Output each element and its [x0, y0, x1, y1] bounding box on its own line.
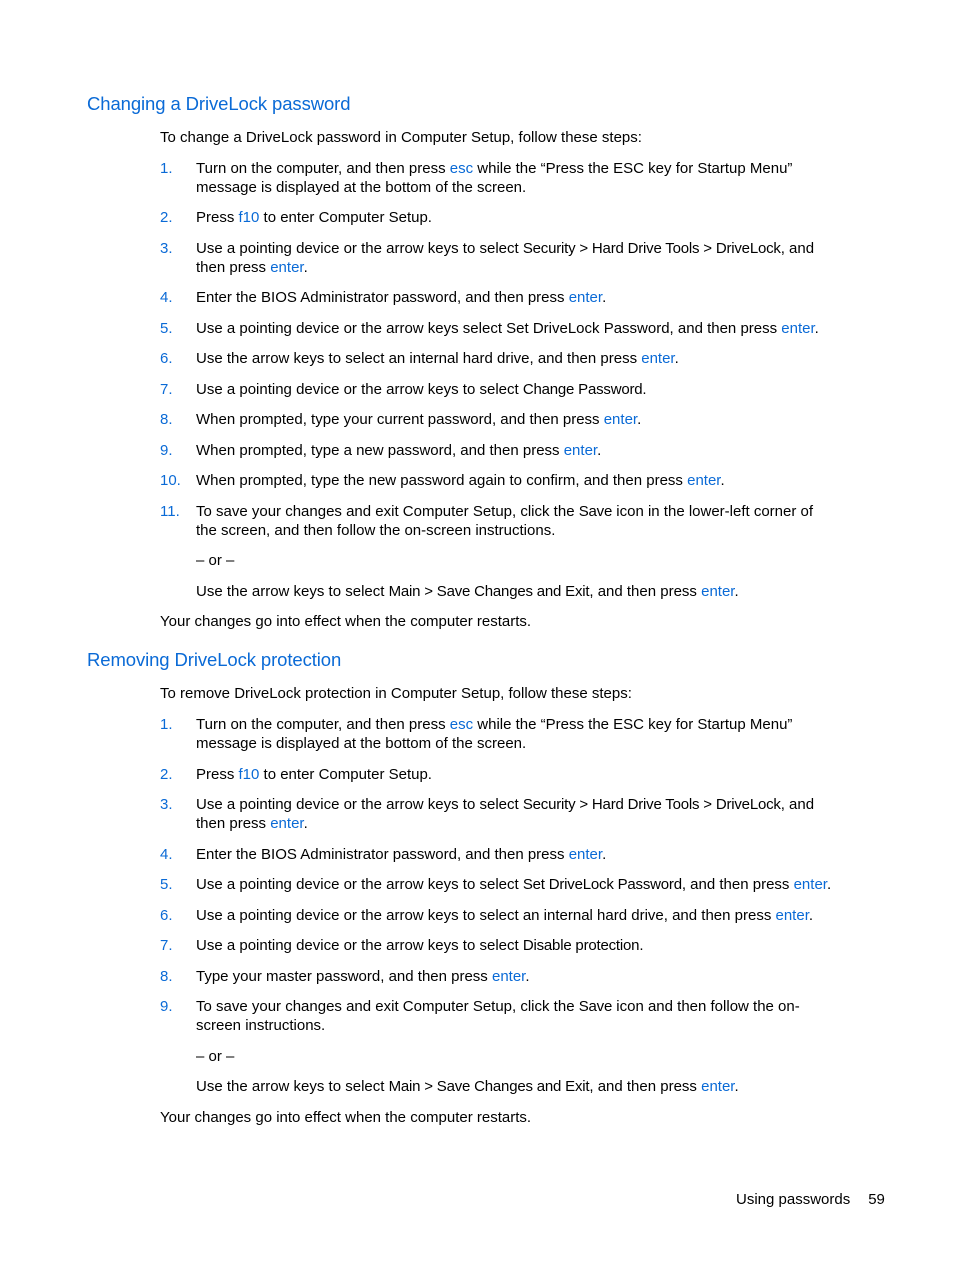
step-number: 6. [160, 350, 173, 367]
key-name: enter [568, 846, 603, 863]
section-heading-removing: Removing DriveLock protection [87, 649, 342, 670]
menu-path: Main > Save Changes and Exit [388, 583, 590, 600]
step-number: 9. [160, 442, 173, 459]
key-name: enter [701, 1078, 735, 1095]
step-number: 1. [160, 716, 173, 733]
key-name: enter [793, 876, 827, 893]
menu-path: Security > Hard Drive Tools > DriveLock [522, 240, 781, 257]
section-intro: To remove DriveLock protection in Computer Setup, follow these steps: [160, 685, 632, 702]
footer-section-title: Using passwords [736, 1191, 851, 1208]
menu-path: Disable protection [522, 937, 640, 954]
key-name: enter [270, 259, 304, 276]
menu-path: Set DriveLock Password [522, 876, 682, 893]
menu-path: Save [578, 503, 613, 520]
menu-path: Security > Hard Drive Tools > DriveLock [522, 796, 781, 813]
step-number: 4. [160, 846, 173, 863]
key-name: enter [641, 350, 675, 367]
step-number: 8. [160, 968, 173, 985]
section-outro: Your changes go into effect when the computer restarts. [160, 613, 532, 630]
step-number: 7. [160, 937, 173, 954]
document-page: Changing a DriveLock password To change a DriveLock password in Computer Setup, follow these steps: 1. Turn on the computer, and then press esc while the “Press the ESC key for Startup Menu” message is displayed at the bottom of the screen. 2. Press f10 to enter Computer Setup. 3. Use a pointing device or the arrow keys to select Security > Hard Drive Tools > DriveLock, and then press enter. 4. Enter the BIOS Administrator password, and then press enter. 5. Use a pointing device or the arrow keys select Set DriveLock Password, and then press enter. 6. Use the arrow keys to select an internal hard drive, and then press enter. 7. Use a pointing device or the arrow keys to select Change Password. 8. When prompted, type your current password, and then press enter. 9. When prompted, type a new password, and then press enter. 10. When prompted, type the new password again to confirm, and then press enter. 11. To save your changes and exit Computer Setup, click the Save icon in the lower-left corner of the screen, and then follow the on-screen instructions. – or – Use the arrow keys to select Main > Save Changes and Exit, and then press enter. Your changes go into effect when the computer restarts. Removing DriveLock protection To remove DriveLock protection in Computer Setup, follow these steps: 1. Turn on the computer, and then press esc while the “Press the ESC key for Startup Menu” message is displayed at the bottom of the screen. 2. Press f10 to enter Computer Setup. 3. Use a pointing device or the arrow keys to select Security > Hard Drive Tools > DriveLock, and then press enter. 4. Enter the BIOS Administrator password, and then press enter. 5. Use a pointing device or the arrow keys to select Set DriveLock Password, and then press enter. 6. Use a pointing device or the arrow keys to select an internal hard drive, and then press enter. 7. Use a pointing device or the arrow keys to select Disable protection. 8. Type your master password, and then press enter. 9. To save your changes and exit Computer Setup, click the Save icon and then follow the on- screen instructions. – or – Use the arrow keys to select Main > Save Changes and Exit, and then press enter. Your changes go into effect when the computer restarts. Using passwords 59 [87, 93, 885, 1208]
key-name: esc [449, 716, 474, 733]
menu-path: Main > Save Changes and Exit [388, 1078, 590, 1095]
section-intro: To change a DriveLock password in Computer Setup, follow these steps: [160, 129, 642, 146]
or-separator: – or – [196, 552, 235, 569]
alternative-step: Use the arrow keys to select Main > Save Changes and Exit, and then press enter. [196, 1078, 739, 1095]
menu-path: Change Password [522, 381, 643, 398]
page-footer [736, 1190, 885, 1209]
step-number: 5. [160, 320, 173, 337]
step-number: 4. [160, 289, 173, 306]
step-number: 2. [160, 209, 173, 226]
step-number: 1. [160, 160, 173, 177]
key-name: f10 [238, 209, 260, 226]
or-separator: – or – [196, 1048, 235, 1065]
step-number: 6. [160, 907, 173, 924]
key-name: enter [568, 289, 603, 306]
key-name: enter [270, 815, 304, 832]
page-number: 59 [868, 1191, 885, 1208]
key-name: enter [701, 583, 735, 600]
key-name: enter [491, 968, 526, 985]
step-number: 2. [160, 766, 173, 783]
key-name: f10 [238, 766, 260, 783]
key-name: enter [603, 411, 638, 428]
step-number: 7. [160, 381, 173, 398]
step-number: 3. [160, 796, 173, 813]
key-name: enter [563, 442, 598, 459]
step-number: 3. [160, 240, 173, 257]
key-name: enter [687, 472, 721, 489]
alternative-step: Use the arrow keys to select Main > Save Changes and Exit, and then press enter. [196, 583, 739, 600]
step-number: 10. [160, 472, 181, 489]
key-name: enter [781, 320, 815, 337]
key-name: enter [775, 907, 809, 924]
section-outro: Your changes go into effect when the computer restarts. [160, 1109, 532, 1126]
key-name: esc [449, 160, 474, 177]
step-number: 5. [160, 876, 173, 893]
section-heading-changing: Changing a DriveLock password [87, 93, 351, 114]
step-number: 8. [160, 411, 173, 428]
step-number: 9. [160, 998, 173, 1015]
menu-path: Save [578, 998, 613, 1015]
step-number: 11. [160, 503, 180, 520]
